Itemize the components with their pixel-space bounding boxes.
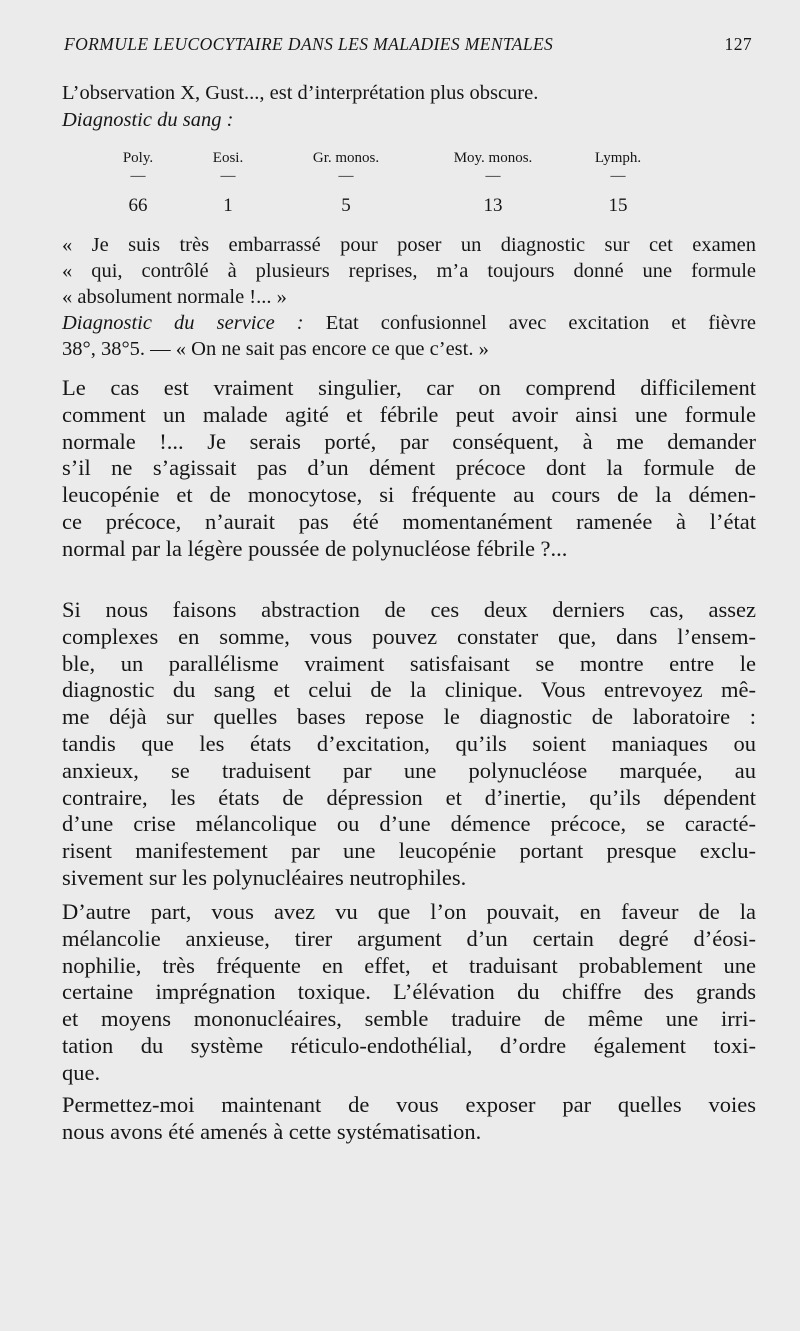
paragraph-line: diagnostic du sang et celui de la clinique. Vous entrevoyez mê-: [62, 677, 756, 703]
column-dash: —: [610, 168, 626, 184]
paragraph-line: que.: [62, 1059, 101, 1085]
column-label: Poly.: [122, 150, 154, 166]
paragraph-line: d’une crise mélancolique ou d’une démence précoce, se caracté-: [62, 811, 756, 837]
paragraph-4: [62, 1092, 756, 1146]
column-dash: —: [338, 168, 354, 184]
column-value: 13: [483, 195, 503, 216]
column-value: 66: [128, 195, 148, 216]
observation-intro: L’observation X, Gust..., est d’interprétation plus obscure.: [62, 82, 539, 104]
column-label: Moy. monos.: [453, 150, 533, 166]
paragraph-line: nophilie, très fréquente en effet, et traduisant probablement une: [62, 952, 756, 978]
paragraph-line: normal par la légère poussée de polynucléose fébrile ?...: [62, 535, 568, 561]
paragraph-line: tandis que les états d’excitation, qu’ils soient maniaques ou: [62, 730, 756, 756]
page-number: 127: [724, 34, 752, 54]
column-label: Lymph.: [594, 150, 642, 166]
table-column-gr-monos: [286, 150, 406, 217]
physician-quote: [62, 232, 756, 362]
paragraph-line: anxieux, se traduisent par une polynucléose marquée, au: [62, 757, 756, 783]
column-dash: —: [485, 168, 501, 184]
paragraph-line: sivement sur les polynucléaires neutrophiles.: [62, 864, 467, 890]
column-dash: —: [130, 168, 146, 184]
paragraph-line: Permettez-moi maintenant de vous exposer par quelles voies: [62, 1092, 756, 1117]
service-diagnosis-text: Etat confusionnel avec excitation et fièvre: [303, 312, 757, 334]
paragraph-line: risent manifestement par une leucopénie portant presque exclu-: [62, 838, 756, 864]
paragraph-line: me déjà sur quelles bases repose le diagnostic de laboratoire :: [62, 704, 756, 730]
quote-line: « absolument normale !... »: [62, 286, 287, 308]
running-header: [64, 34, 752, 55]
paragraph-line: tation du système réticulo-endothélial, d’ordre également toxi-: [62, 1032, 756, 1058]
column-value: 15: [608, 195, 628, 216]
quote-line: « Je suis très embarrassé pour poser un diagnostic sur cet examen: [62, 234, 756, 256]
quote-line: « qui, contrôlé à plusieurs reprises, m’a toujours donné une formule: [62, 260, 756, 282]
paragraph-1: [62, 375, 756, 563]
service-diagnosis-line: [62, 310, 756, 336]
column-dash: —: [220, 168, 236, 184]
column-value: 5: [341, 195, 351, 216]
column-label: Gr. monos.: [312, 150, 380, 166]
paragraph-line: normale !... Je serais porté, par conséquent, à me demander: [62, 428, 756, 454]
column-label: Eosi.: [212, 150, 244, 166]
service-diagnosis-label: Diagnostic du service :: [62, 312, 304, 334]
paragraph-line: complexes en somme, vous pouvez constater que, dans l’ensem-: [62, 623, 756, 649]
table-column-lymph: [558, 150, 678, 217]
column-value: 1: [223, 195, 233, 216]
paragraph-2: [62, 597, 756, 892]
paragraph-line: Le cas est vraiment singulier, car on comprend difficilement: [62, 375, 756, 400]
blood-formula-table: [100, 150, 680, 220]
paragraph-line: Si nous faisons abstraction de ces deux derniers cas, assez: [62, 597, 756, 622]
paragraph-line: mélancolie anxieuse, tirer argument d’un certain degré d’éosi-: [62, 925, 756, 951]
paragraph-line: D’autre part, vous avez vu que l’on pouvait, en faveur de la: [62, 899, 756, 924]
table-column-eosi: [168, 150, 288, 217]
paragraph-line: et moyens mononucléaires, semble traduire de même une irri-: [62, 1006, 756, 1032]
paragraph-line: comment un malade agité et fébrile peut avoir ainsi une formule: [62, 401, 756, 427]
table-column-moy-monos: [433, 150, 553, 217]
running-title: FORMULE LEUCOCYTAIRE DANS LES MALADIES MENTALES: [64, 34, 554, 54]
paragraph-line: ce précoce, n’aurait pas été momentanément ramenée à l’état: [62, 508, 756, 534]
paragraph-line: certaine imprégnation toxique. L’élévation du chiffre des grands: [62, 979, 756, 1005]
paragraph-line: leucopénie et de monocytose, si fréquente au cours de la démen-: [62, 482, 756, 508]
blood-diagnosis-label: Diagnostic du sang :: [62, 109, 234, 131]
paragraph-line: nous avons été amenés à cette systématisation.: [62, 1118, 482, 1144]
paragraph-line: s’il ne s’agissait pas d’un dément précoce dont la formule de: [62, 455, 756, 481]
paragraph-3: [62, 899, 756, 1087]
paragraph-line: ble, un parallélisme vraiment satisfaisant se montre entre le: [62, 650, 756, 676]
paragraph-line: contraire, les états de dépression et d’inertie, qu’ils dépendent: [62, 784, 756, 810]
service-diagnosis-line-2: 38°, 38°5. — « On ne sait pas encore ce que c’est. »: [62, 338, 489, 360]
